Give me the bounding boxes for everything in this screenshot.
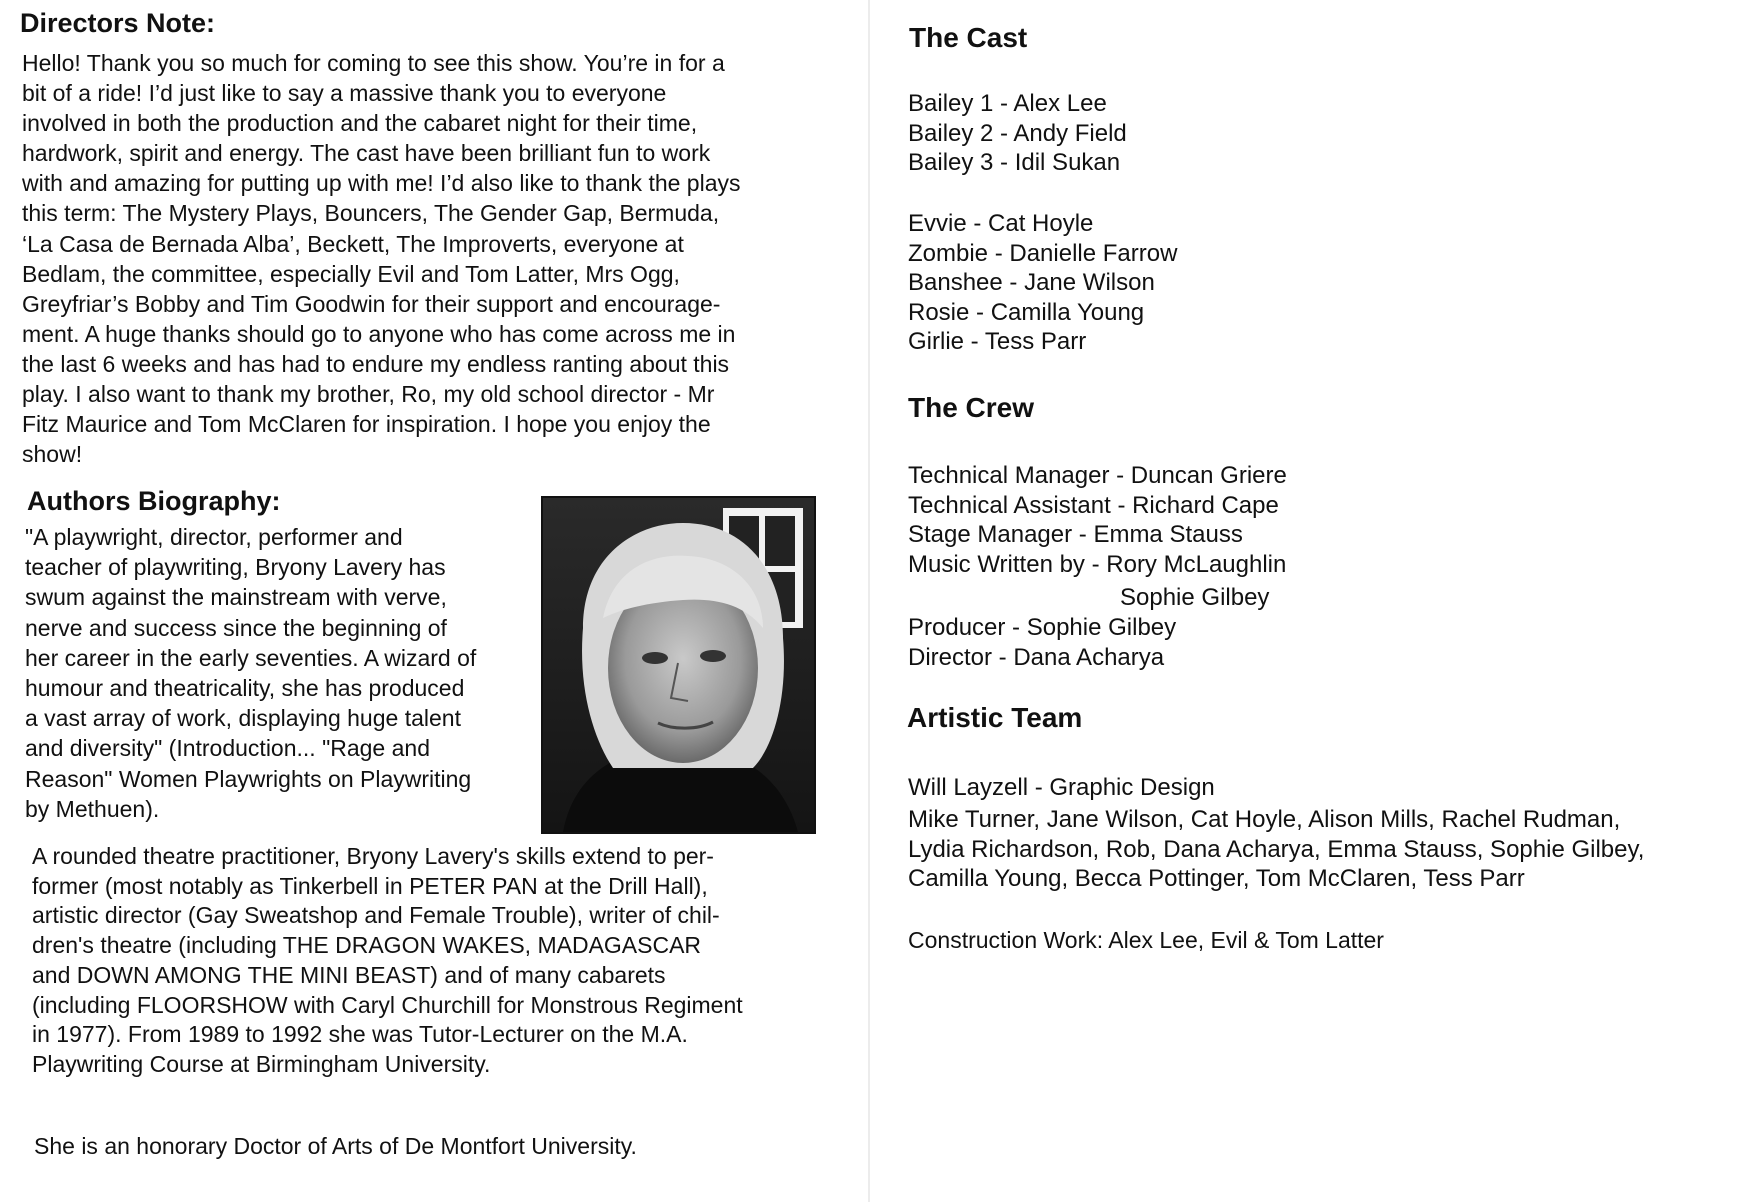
biography-quote-line: a vast array of work, displaying huge talent	[25, 705, 461, 732]
cast-member: Bailey 3 - Idil Sukan	[908, 149, 1121, 176]
cast-list-baileys	[908, 89, 1127, 178]
directors-note-line: play. I also want to thank my brother, Ro, my old school director - Mr	[22, 381, 715, 408]
directors-note-text	[22, 48, 741, 469]
crew-music-second-name: Sophie Gilbey	[1120, 584, 1270, 611]
directors-note-line: hardwork, spirit and energy. The cast have been brilliant fun to work	[22, 140, 711, 167]
cast-member: Bailey 2 - Andy Field	[908, 119, 1127, 147]
biography-line: former (most notably as Tinkerbell in PETER PAN at the Drill Hall),	[32, 872, 708, 899]
biography-line: A rounded theatre practitioner, Bryony Lavery's skills extend to per-	[32, 843, 714, 869]
artistic-team-line: Lydia Richardson, Rob, Dana Acharya, Emma Stauss, Sophie Gilbey,	[908, 835, 1645, 863]
cast-member: Rosie - Camilla Young	[908, 298, 1145, 326]
author-photo	[541, 496, 816, 834]
crew-list-production	[908, 613, 1176, 672]
biography-quote-line: Reason" Women Playwrights on Playwriting	[25, 765, 472, 792]
author-portrait-image	[543, 498, 814, 832]
biography-quote-line: her career in the early seventies. A wizard of	[25, 644, 477, 671]
biography-line: in 1977). From 1989 to 1992 she was Tutor-Lecturer on the M.A.	[32, 1021, 688, 1048]
directors-note-line: Fitz Maurice and Tom McClaren for inspiration. I hope you enjoy the	[22, 411, 711, 438]
cast-list-characters	[908, 209, 1177, 357]
directors-note-line: Hello! Thank you so much for coming to see this show. You’re in for a	[22, 50, 725, 76]
biography-line: dren's theatre (including THE DRAGON WAKES, MADAGASCAR	[32, 932, 702, 959]
crew-member: Producer - Sophie Gilbey	[908, 614, 1177, 641]
biography-quote-line: humour and theatricality, she has produced	[25, 675, 465, 702]
graphic-design-credit: Will Layzell - Graphic Design	[908, 774, 1215, 801]
crew-list	[908, 461, 1287, 579]
artistic-team-line: Camilla Young, Becca Pottinger, Tom McClaren, Tess Parr	[908, 865, 1525, 892]
artistic-team-heading: Artistic Team	[907, 702, 1083, 733]
directors-note-line: with and amazing for putting up with me! I’d also like to thank the plays	[22, 170, 741, 197]
biography-line: and DOWN AMONG THE MINI BEAST) and of many cabarets	[32, 961, 666, 988]
biography-quote-line: teacher of playwriting, Bryony Lavery has	[25, 554, 446, 581]
biography-quote	[25, 522, 476, 824]
biography-line: (including FLOORSHOW with Caryl Churchill for Monstrous Regiment	[32, 991, 743, 1018]
cast-member: Bailey 1 - Alex Lee	[908, 90, 1107, 117]
cast-heading: The Cast	[909, 22, 1028, 53]
biography-quote-line: by Methuen).	[25, 795, 160, 822]
directors-note-line: ment. A huge thanks should go to anyone who has come across me in	[22, 320, 736, 347]
directors-note-line: this term: The Mystery Plays, Bouncers, The Gender Gap, Bermuda,	[22, 200, 720, 227]
page-fold	[868, 0, 870, 1202]
biography-quote-line: and diversity" (Introduction... "Rage and	[25, 735, 430, 762]
directors-note-line: Bedlam, the committee, especially Evil and Tom Latter, Mrs Ogg,	[22, 260, 680, 287]
biography-quote-line: swum against the mainstream with verve,	[25, 584, 447, 611]
directors-note-line: Greyfriar’s Bobby and Tim Goodwin for their support and encourage-	[22, 290, 721, 317]
crew-member: Director - Dana Acharya	[908, 643, 1165, 671]
cast-member: Evvie - Cat Hoyle	[908, 210, 1094, 237]
cast-member: Banshee - Jane Wilson	[908, 269, 1155, 296]
directors-note-line: ‘La Casa de Bernada Alba’, Beckett, The Improverts, everyone at	[22, 230, 684, 257]
biography-line: Playwriting Course at Birmingham University.	[32, 1050, 491, 1077]
crew-heading: The Crew	[908, 392, 1035, 423]
crew-member: Stage Manager - Emma Stauss	[908, 521, 1243, 548]
crew-member: Technical Manager - Duncan Griere	[908, 462, 1287, 489]
directors-note-line: bit of a ride! I’d just like to say a massive thank you to everyone	[22, 80, 667, 107]
cast-member: Zombie - Danielle Farrow	[908, 239, 1178, 267]
biography-line: artistic director (Gay Sweatshop and Female Trouble), writer of chil-	[32, 902, 720, 929]
directors-note-heading: Directors Note:	[20, 8, 216, 38]
directors-note-line: involved in both the production and the cabaret night for their time,	[22, 110, 698, 137]
biography-quote-line: "A playwright, director, performer and	[25, 524, 403, 550]
authors-biography-heading: Authors Biography:	[27, 486, 281, 516]
directors-note-line: the last 6 weeks and has had to endure my endless ranting about this	[22, 350, 730, 377]
show-through-text	[1500, 130, 1505, 151]
honorary-doctorate-text: She is an honorary Doctor of Arts of De Montfort University.	[34, 1133, 637, 1159]
artistic-team-list	[908, 805, 1644, 894]
cast-member: Girlie - Tess Parr	[908, 328, 1087, 355]
crew-member: Music Written by - Rory McLaughlin	[908, 550, 1287, 578]
crew-member: Technical Assistant - Richard Cape	[908, 491, 1279, 519]
directors-note-line: show!	[22, 441, 83, 468]
biography-quote-line: nerve and success since the beginning of	[25, 614, 447, 641]
construction-credit: Construction Work: Alex Lee, Evil & Tom Latter	[908, 927, 1384, 953]
artistic-team-line: Mike Turner, Jane Wilson, Cat Hoyle, Alison Mills, Rachel Rudman,	[908, 806, 1621, 833]
biography-text	[32, 842, 743, 1080]
